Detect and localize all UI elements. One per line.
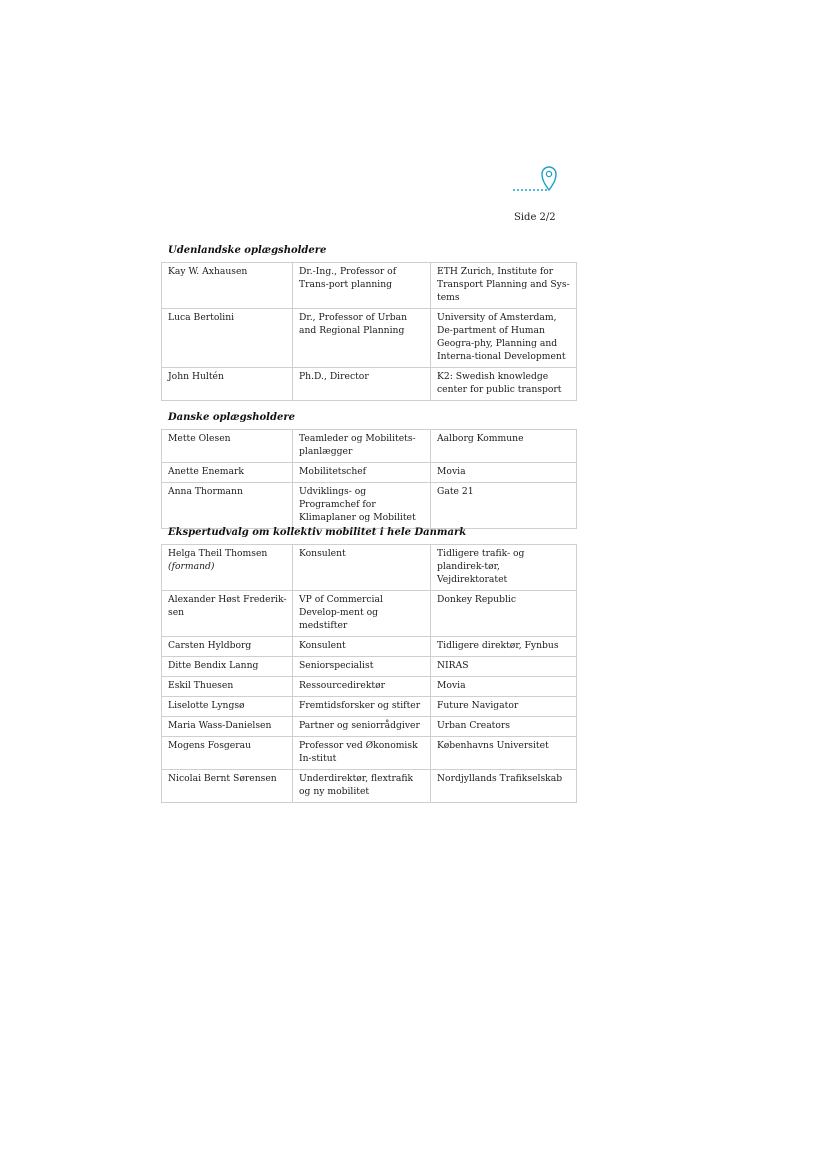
member-title: Partner og seniorrådgiver <box>293 717 431 737</box>
danish-speakers-table <box>161 429 577 529</box>
member-title: Underdirektør, flextrafik og ny mobilitet <box>293 770 431 803</box>
speaker-title: Dr.-Ing., Professor of Trans-port planning <box>293 263 431 309</box>
speaker-title: Ph.D., Director <box>293 368 431 401</box>
member-organization: Urban Creators <box>431 717 577 737</box>
member-title: Fremtidsforsker og stifter <box>293 697 431 717</box>
member-name <box>162 545 293 591</box>
speaker-title: Dr., Professor of Urban and Regional Planning <box>293 309 431 368</box>
speaker-title: Udviklings- og Programchef for Klimaplaner og Mobilitet <box>293 483 431 529</box>
table-row <box>162 697 577 717</box>
table-row <box>162 677 577 697</box>
table-row <box>162 717 577 737</box>
member-title: Konsulent <box>293 545 431 591</box>
table-row <box>162 637 577 657</box>
foreign-speakers-table <box>161 262 577 401</box>
member-name: Liselotte Lyngsø <box>162 697 293 717</box>
chair-note: (formand) <box>168 561 215 572</box>
member-name: Ditte Bendix Lanng <box>162 657 293 677</box>
speaker-name: Luca Bertolini <box>162 309 293 368</box>
member-organization: Tidligere direktør, Fynbus <box>431 637 577 657</box>
table-row <box>162 545 577 591</box>
expert-committee-table <box>161 544 577 803</box>
member-title: Ressourcedirektør <box>293 677 431 697</box>
member-title: VP of Commercial Develop-ment og medstifter <box>293 591 431 637</box>
member-name: Eskil Thuesen <box>162 677 293 697</box>
page-number: Side 2/2 <box>514 212 556 223</box>
speaker-organization: Aalborg Kommune <box>431 430 577 463</box>
speaker-name: Kay W. Axhausen <box>162 263 293 309</box>
table-row <box>162 263 577 309</box>
speaker-organization: Movia <box>431 463 577 483</box>
section-title-expert-committee: Ekspertudvalg om kollektiv mobilitet i hele Danmark <box>168 527 467 538</box>
member-organization: Københavns Universitet <box>431 737 577 770</box>
member-title: Professor ved Økonomisk In-stitut <box>293 737 431 770</box>
table-row <box>162 591 577 637</box>
member-name: Alexander Høst Frederik-sen <box>162 591 293 637</box>
speaker-name: John Hultén <box>162 368 293 401</box>
member-organization: NIRAS <box>431 657 577 677</box>
member-organization: Future Navigator <box>431 697 577 717</box>
member-organization: Movia <box>431 677 577 697</box>
speaker-name: Anna Thormann <box>162 483 293 529</box>
table-row <box>162 463 577 483</box>
table-row <box>162 368 577 401</box>
speaker-title: Teamleder og Mobilitets-planlægger <box>293 430 431 463</box>
table-row <box>162 770 577 803</box>
speaker-name: Anette Enemark <box>162 463 293 483</box>
member-name: Mogens Fosgerau <box>162 737 293 770</box>
table-row <box>162 309 577 368</box>
speaker-organization: K2: Swedish knowledge center for public transport <box>431 368 577 401</box>
table-row <box>162 737 577 770</box>
table-row <box>162 430 577 463</box>
section-title-danish-speakers: Danske oplægsholdere <box>168 412 295 423</box>
section-title-foreign-speakers: Udenlandske oplægsholdere <box>168 245 327 256</box>
member-name: Carsten Hyldborg <box>162 637 293 657</box>
member-organization: Tidligere trafik- og plandirek-tør, Vejdirektoratet <box>431 545 577 591</box>
member-organization: Donkey Republic <box>431 591 577 637</box>
member-name-text: Helga Theil Thomsen <box>168 548 268 559</box>
speaker-name: Mette Olesen <box>162 430 293 463</box>
speaker-organization: University of Amsterdam, De-partment of Human Geogra-phy, Planning and Interna-tional Development <box>431 309 577 368</box>
location-pin-icon <box>511 164 559 194</box>
member-title: Konsulent <box>293 637 431 657</box>
speaker-title: Mobilitetschef <box>293 463 431 483</box>
speaker-organization: Gate 21 <box>431 483 577 529</box>
member-title: Seniorspecialist <box>293 657 431 677</box>
table-row <box>162 657 577 677</box>
member-organization: Nordjyllands Trafikselskab <box>431 770 577 803</box>
member-name: Maria Wass-Danielsen <box>162 717 293 737</box>
speaker-organization: ETH Zurich, Institute for Transport Planning and Sys-tems <box>431 263 577 309</box>
table-row <box>162 483 577 529</box>
member-name: Nicolai Bernt Sørensen <box>162 770 293 803</box>
